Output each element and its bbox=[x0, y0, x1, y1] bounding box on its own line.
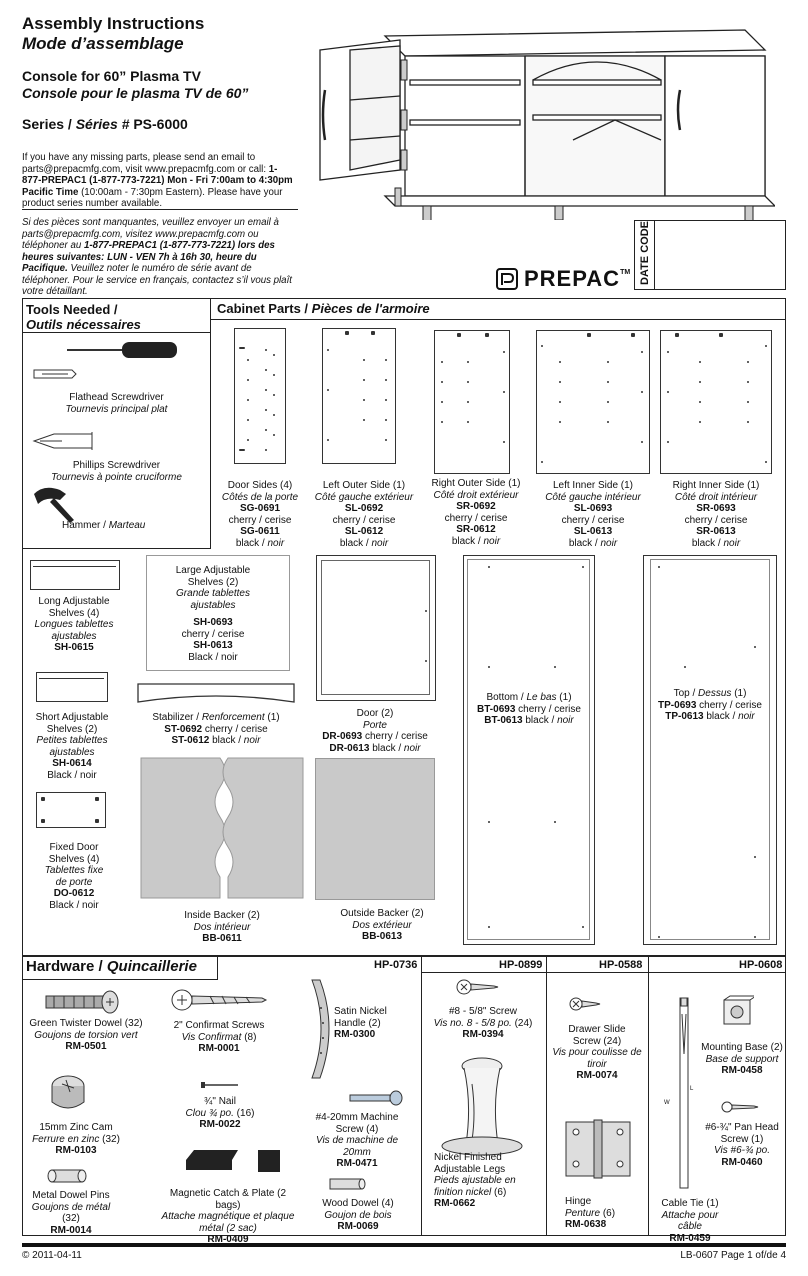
contact-en-text: If you have any missing parts, please send an email to parts@prepacmfg.com, visit www.prepacmfg.com or call: bbox=[22, 152, 267, 175]
door-color-1: cherry / cerise bbox=[365, 731, 428, 742]
top-en: Top / bbox=[673, 688, 696, 699]
shelf-color: Black / noir bbox=[49, 899, 99, 911]
hw-qty: (16) bbox=[236, 1107, 255, 1119]
hw-qty: (24) bbox=[514, 1017, 533, 1029]
hw-en: Green Twister Dowel (32) bbox=[29, 1018, 143, 1029]
right-outer-side-label bbox=[420, 478, 532, 547]
hw-en: Wood Dowel (4) bbox=[322, 1198, 394, 1209]
hw-qty: (6) bbox=[602, 1207, 616, 1219]
hw-code: RM-0103 bbox=[55, 1145, 97, 1156]
shelf-fr-1: Tablettes fixe bbox=[44, 865, 104, 876]
pan-head-screw-icon bbox=[720, 1100, 760, 1114]
hw-code: RM-0460 bbox=[721, 1156, 763, 1168]
backer-en: Inside Backer (2) bbox=[184, 910, 260, 921]
backer-en: Outside Backer (2) bbox=[340, 908, 424, 919]
right-inner-side-label bbox=[660, 480, 772, 549]
top-fr: Dessus bbox=[698, 688, 732, 699]
date-code-label: DATE CODE bbox=[639, 221, 651, 285]
wood-screw-label bbox=[424, 1006, 542, 1041]
part-color-2-fr: noir bbox=[371, 537, 389, 549]
door-color-2-fr: noir bbox=[403, 742, 421, 754]
hw-code: RM-0300 bbox=[334, 1029, 376, 1040]
stabilizer-color-1: cherry / cerise bbox=[204, 723, 268, 735]
shelf-en-1: Large Adjustable bbox=[175, 565, 251, 576]
part-code-2: SG-0611 bbox=[240, 526, 280, 537]
bottom-color-2-fr: noir bbox=[557, 715, 574, 726]
contact-fr-note: Veuillez noter le numéro de série avant de téléphoner. Pour le service en français, contactez s’il vous plaît votre détaillant. bbox=[22, 263, 292, 297]
part-color-1: cherry / cerise bbox=[444, 512, 508, 524]
part-color-2-fr: noir bbox=[267, 537, 285, 549]
outside-backer-drawing bbox=[315, 758, 435, 900]
date-code-box bbox=[634, 220, 786, 290]
hw-fr: Vis Confirmat bbox=[181, 1031, 242, 1043]
part-code-1: SG-0691 bbox=[239, 503, 281, 514]
fixed-shelf-drawing bbox=[36, 792, 106, 828]
hw-fr: Goujon de bois bbox=[324, 1209, 392, 1221]
part-color-2: black / bbox=[451, 535, 481, 547]
hardware-title-en: Hardware / bbox=[26, 958, 103, 975]
left-inner-side-label bbox=[536, 480, 650, 549]
footer-rule bbox=[22, 1243, 786, 1247]
hw-code: RM-0662 bbox=[434, 1198, 476, 1209]
title-en: Assembly Instructions bbox=[22, 14, 205, 33]
part-fr: Côté droit extérieur bbox=[433, 489, 519, 501]
part-color-2: black / bbox=[691, 537, 721, 549]
hardware-divider-1 bbox=[421, 956, 422, 1236]
part-code-1: SL-0692 bbox=[344, 503, 384, 514]
magnetic-catch-icon bbox=[184, 1146, 284, 1176]
hardware-header-line bbox=[421, 972, 786, 973]
hw-code: RM-0458 bbox=[721, 1065, 763, 1076]
phillips-label bbox=[22, 460, 211, 483]
hammer-fr: Marteau bbox=[108, 520, 146, 531]
shelf-color-1: cherry / cerise bbox=[181, 628, 245, 640]
hw-en-1: Satin Nickel bbox=[334, 1006, 387, 1017]
right-outer-side-panel bbox=[434, 330, 510, 474]
brand-logo bbox=[496, 266, 630, 292]
door-label bbox=[310, 708, 440, 754]
shelf-code: SH-0615 bbox=[54, 642, 94, 653]
short-shelves-label bbox=[22, 712, 122, 781]
hardware-divider-3 bbox=[648, 956, 649, 1236]
part-code-2: SR-0613 bbox=[696, 526, 736, 537]
tools-title-fr: Outils nécessaires bbox=[26, 317, 141, 332]
contact-en-phone: 1-877-PREPAC1 (1-877-773-7221) Mon - Fri 7:00am to 4:30pm Pacific Time bbox=[22, 163, 293, 198]
product-fr: Console pour le plasma TV de 60” bbox=[22, 85, 249, 101]
outside-backer-label bbox=[330, 908, 434, 943]
part-color-2: black / bbox=[568, 537, 598, 549]
hw-en-2: Screw (1) bbox=[720, 1133, 764, 1145]
part-color-2-fr: noir bbox=[723, 537, 741, 549]
hardware-title-fr: Quincaillerie bbox=[106, 958, 197, 975]
left-inner-side-panel bbox=[536, 330, 650, 474]
short-shelf-drawing bbox=[36, 672, 108, 702]
hw-code: RM-0022 bbox=[199, 1119, 241, 1130]
hp-0608: HP-0608 bbox=[739, 959, 783, 971]
shelf-en-2: Shelves (2) bbox=[187, 576, 239, 588]
shelf-fr-1: Grande tablettes bbox=[176, 588, 250, 599]
tools-title bbox=[26, 302, 141, 332]
part-color-2: black / bbox=[339, 537, 369, 549]
backer-fr: Dos intérieur bbox=[193, 921, 251, 933]
long-shelf-drawing bbox=[30, 560, 120, 590]
hw-en-1: #4-20mm Machine bbox=[315, 1112, 399, 1123]
hw-qty: (32) bbox=[102, 1133, 120, 1145]
shelf-code: DO-0612 bbox=[53, 888, 95, 899]
hw-fr: Ferrure en zinc bbox=[32, 1133, 100, 1145]
brand-tm: TM bbox=[620, 269, 631, 276]
hw-code: RM-0459 bbox=[669, 1232, 711, 1244]
top-color-2: black / bbox=[706, 711, 736, 722]
bottom-color-2: black / bbox=[525, 715, 555, 726]
series-number: PS-6000 bbox=[133, 116, 188, 132]
hw-en: Magnetic Catch & Plate (2 bags) bbox=[169, 1188, 287, 1211]
series-line bbox=[22, 116, 312, 133]
part-color-1: cherry / cerise bbox=[684, 514, 748, 526]
hw-fr: Goujons de métal bbox=[31, 1201, 111, 1213]
backer-code: BB-0611 bbox=[202, 933, 242, 944]
hw-fr: Penture bbox=[565, 1207, 601, 1219]
shelf-color: Black / noir bbox=[47, 769, 97, 781]
twister-dowel-icon bbox=[42, 990, 122, 1014]
shelf-code-1: SH-0693 bbox=[193, 617, 233, 628]
product-en: Console for 60” Plasma TV bbox=[22, 68, 201, 84]
copyright: © 2011-04-11 bbox=[22, 1250, 82, 1261]
part-fr: Côté droit intérieur bbox=[674, 491, 758, 503]
cable-tie-w: W bbox=[664, 1100, 670, 1106]
drawer-slide-screw-icon bbox=[568, 996, 602, 1012]
shelf-en-1: Short Adjustable bbox=[35, 712, 109, 723]
nail-icon bbox=[200, 1080, 240, 1090]
door-color-2: black / bbox=[372, 742, 402, 754]
hw-code: RM-0074 bbox=[576, 1070, 618, 1081]
bottom-fr: Le bas bbox=[526, 692, 557, 703]
shelf-en-1: Long Adjustable bbox=[38, 596, 110, 607]
tools-title-en: Tools Needed / bbox=[26, 302, 118, 317]
large-shelves-label bbox=[146, 565, 280, 663]
magnetic-catch-label bbox=[158, 1188, 298, 1246]
long-shelves-label bbox=[22, 596, 126, 654]
bottom-en: Bottom / bbox=[486, 692, 524, 703]
hw-fr: Vis de machine de 20mm bbox=[315, 1135, 399, 1158]
hammer-label bbox=[62, 520, 145, 532]
contact-en-note: (10:00am - 7:30pm Eastern). Please have your product series number available. bbox=[22, 186, 283, 209]
door-panel-drawing bbox=[316, 555, 436, 701]
part-fr: Côté gauche extérieur bbox=[314, 491, 414, 503]
door-sides-label bbox=[212, 480, 308, 549]
shelf-en-2: Shelves (4) bbox=[48, 853, 100, 865]
top-code-2: TP-0613 bbox=[665, 711, 704, 722]
hardware-divider-2 bbox=[546, 956, 547, 1236]
bottom-code-1: BT-0693 bbox=[477, 703, 516, 715]
stabilizer-drawing bbox=[136, 682, 296, 704]
stabilizer-fr: Renforcement bbox=[201, 712, 265, 723]
phillips-en: Phillips Screwdriver bbox=[72, 460, 161, 471]
handle-icon bbox=[300, 978, 334, 1082]
wood-dowel-label bbox=[310, 1198, 406, 1233]
prepac-logo-icon bbox=[496, 268, 518, 290]
hammer-en: Hammer / bbox=[62, 520, 106, 531]
shelf-code: SH-0614 bbox=[52, 758, 92, 769]
stabilizer-en: Stabilizer / bbox=[152, 712, 200, 723]
hw-en-1: #6-¾" Pan Head bbox=[705, 1122, 779, 1133]
backer-code: BB-0613 bbox=[361, 931, 403, 942]
stabilizer-color-2: black / bbox=[212, 735, 242, 746]
contact-fr-phone: 1-877-PREPAC1 (1-877-773-7221) lors des heures suivantes: LUN - VEN 7h à 16h 30, heure du Pacifique. bbox=[22, 240, 275, 274]
zinc-cam-icon bbox=[48, 1072, 88, 1116]
shelf-en-1: Fixed Door bbox=[49, 842, 99, 853]
nail-label bbox=[170, 1096, 270, 1131]
part-en: Left Inner Side (1) bbox=[552, 480, 634, 491]
contact-en bbox=[22, 152, 294, 210]
part-fr: Côtés de la porte bbox=[221, 491, 299, 503]
hw-code: RM-0394 bbox=[462, 1029, 504, 1040]
page-number: LB-0607 Page 1 of/de 4 bbox=[680, 1250, 786, 1261]
confirmat-screw-icon bbox=[170, 988, 270, 1014]
series-label-fr: Séries # bbox=[75, 116, 130, 132]
hinge-label bbox=[565, 1196, 645, 1231]
hw-en-2: Screw (24) bbox=[572, 1035, 622, 1047]
mounting-base-label bbox=[700, 1042, 784, 1077]
hw-en: 15mm Zinc Cam bbox=[39, 1122, 113, 1133]
part-code-2: SL-0613 bbox=[573, 526, 613, 537]
bottom-label bbox=[463, 692, 595, 727]
top-color-1: cherry / cerise bbox=[699, 699, 762, 711]
hw-code: RM-0471 bbox=[336, 1158, 378, 1169]
hw-code: RM-0638 bbox=[565, 1219, 607, 1230]
stabilizer-code-1: ST-0692 bbox=[164, 723, 203, 735]
cable-tie-icon bbox=[672, 994, 696, 1194]
part-color-2-fr: noir bbox=[483, 535, 501, 547]
part-code-1: SR-0692 bbox=[456, 501, 496, 512]
hardware-title bbox=[26, 958, 197, 975]
cable-tie-label bbox=[650, 1198, 730, 1244]
door-code-1: DR-0693 bbox=[322, 731, 363, 742]
shelf-fr-2: de porte bbox=[55, 876, 93, 888]
hw-en: ¾" Nail bbox=[204, 1096, 236, 1107]
machine-screw-icon bbox=[348, 1090, 404, 1106]
shelf-en-2: Shelves (4) bbox=[48, 607, 100, 619]
hw-en-2: Handle (2) bbox=[334, 1017, 381, 1029]
hw-code: RM-0501 bbox=[65, 1041, 107, 1052]
wood-dowel-icon bbox=[326, 1176, 366, 1192]
twister-dowel-label bbox=[26, 1018, 146, 1053]
part-en: Left Outer Side (1) bbox=[322, 480, 406, 491]
header-block bbox=[22, 14, 312, 133]
bottom-code-2: BT-0613 bbox=[484, 715, 523, 726]
left-outer-side-panel bbox=[322, 328, 396, 464]
hw-en-1: Drawer Slide bbox=[568, 1024, 626, 1035]
hammer-icon bbox=[30, 484, 90, 524]
hw-en-2: Adjustable Legs bbox=[434, 1163, 506, 1175]
hw-code: RM-0409 bbox=[207, 1234, 249, 1245]
shelf-en-2: Shelves (2) bbox=[46, 723, 98, 735]
top-color-2-fr: noir bbox=[738, 711, 755, 722]
shelf-fr-2: ajustables bbox=[190, 599, 236, 611]
confirmat-label bbox=[164, 1020, 274, 1055]
cable-tie-l: L bbox=[690, 1086, 694, 1092]
adjustable-leg-label bbox=[434, 1152, 544, 1210]
part-fr: Côté gauche intérieur bbox=[545, 491, 641, 503]
shelf-color-2: Black / noir bbox=[188, 651, 238, 663]
part-color-1: cherry / cerise bbox=[561, 514, 625, 526]
hw-qty: (8) bbox=[244, 1031, 257, 1043]
dowel-pins-label bbox=[26, 1190, 116, 1236]
contact-fr-text: Si des pièces sont manquantes, veuillez envoyer un email à parts@prepacmfg.com, visitez www.prepacmfg.com ou téléphoner au bbox=[22, 217, 279, 251]
zinc-cam-label bbox=[26, 1122, 126, 1157]
cabinet-title bbox=[217, 301, 430, 316]
hw-en: Hinge bbox=[565, 1196, 592, 1207]
hw-fr: Vis #6-¾ po. bbox=[714, 1145, 770, 1156]
hw-qty: (6) bbox=[494, 1186, 507, 1198]
hw-en-1: Nickel Finished bbox=[434, 1152, 502, 1163]
shelf-fr-2: ajustables bbox=[49, 746, 95, 758]
inside-backer-label bbox=[160, 910, 284, 945]
title-fr: Mode d’assemblage bbox=[22, 34, 184, 53]
hw-en: Metal Dowel Pins bbox=[32, 1190, 110, 1201]
brand-name: PREPAC bbox=[524, 266, 621, 291]
dowel-pins-icon bbox=[46, 1166, 90, 1186]
part-en: Right Outer Side (1) bbox=[431, 478, 521, 489]
phillips-fr: Tournevis à pointe cruciforme bbox=[51, 471, 182, 483]
hinge-icon bbox=[562, 1118, 634, 1180]
hw-fr: Pieds ajustable en finition nickel bbox=[434, 1175, 516, 1198]
top-label bbox=[643, 688, 777, 723]
top-qty: (1) bbox=[734, 688, 747, 699]
door-fr: Porte bbox=[363, 719, 387, 731]
hw-fr: Attache magnétique et plaque métal (2 sac) bbox=[161, 1211, 295, 1234]
machine-screw-label bbox=[302, 1112, 412, 1170]
flathead-label bbox=[22, 392, 211, 415]
series-label-en: Series / bbox=[22, 116, 72, 132]
hw-en: #8 - 5/8" Screw bbox=[448, 1006, 518, 1017]
right-inner-side-panel bbox=[660, 330, 772, 474]
door-sides-panel bbox=[234, 328, 286, 464]
wood-screw-icon bbox=[456, 978, 500, 996]
part-color-2-fr: noir bbox=[600, 537, 618, 549]
shelf-fr-1: Longues tablettes bbox=[34, 619, 114, 630]
stabilizer-label bbox=[138, 712, 294, 747]
drawer-slide-screw-label bbox=[552, 1024, 642, 1082]
hw-code: RM-0069 bbox=[337, 1221, 379, 1232]
hw-fr: Base de support bbox=[705, 1053, 779, 1065]
hw-fr: Goujons de torsion vert bbox=[34, 1029, 138, 1041]
hw-code: RM-0001 bbox=[198, 1043, 240, 1054]
contact-fr bbox=[22, 217, 294, 298]
adjustable-leg-icon bbox=[436, 1054, 528, 1158]
hp-0736: HP-0736 bbox=[374, 959, 418, 971]
hw-code: RM-0014 bbox=[50, 1224, 92, 1236]
fixed-shelves-label bbox=[22, 842, 126, 911]
hw-fr: Clou ¾ po. bbox=[185, 1107, 234, 1119]
bottom-panel-drawing bbox=[463, 555, 595, 945]
console-illustration bbox=[305, 20, 775, 220]
cabinet-title-en: Cabinet Parts / bbox=[217, 301, 309, 316]
hw-en: Mounting Base (2) bbox=[701, 1042, 783, 1053]
hw-fr: Attache pour câble bbox=[661, 1209, 719, 1232]
hw-en: Cable Tie (1) bbox=[661, 1198, 719, 1209]
hp-0588: HP-0588 bbox=[599, 959, 643, 971]
stabilizer-color-2-fr: noir bbox=[243, 735, 261, 746]
inside-backer-drawing bbox=[140, 757, 304, 899]
top-panel-drawing bbox=[643, 555, 777, 945]
hw-fr: Vis no. 8 - 5/8 po. bbox=[433, 1017, 512, 1029]
cabinet-title-fr: Pièces de l'armoire bbox=[311, 301, 430, 316]
door-en: Door (2) bbox=[356, 708, 394, 719]
left-outer-side-label bbox=[308, 480, 420, 549]
part-color-1: cherry / cerise bbox=[332, 514, 396, 526]
door-code-2: DR-0613 bbox=[329, 742, 370, 754]
top-code-1: TP-0693 bbox=[658, 699, 697, 711]
shelf-fr-2: ajustables bbox=[51, 630, 97, 642]
shelf-code-2: SH-0613 bbox=[193, 640, 233, 651]
stabilizer-qty: (1) bbox=[267, 712, 280, 723]
hw-qty: (32) bbox=[62, 1213, 80, 1224]
hw-fr: Vis pour coulisse de tiroir bbox=[552, 1047, 642, 1070]
part-code-1: SL-0693 bbox=[573, 503, 613, 514]
stabilizer-code-2: ST-0612 bbox=[171, 735, 210, 746]
flathead-fr: Tournevis principal plat bbox=[65, 403, 168, 415]
shelf-fr-1: Petites tablettes bbox=[36, 735, 108, 746]
bottom-qty: (1) bbox=[559, 692, 572, 703]
header-divider bbox=[22, 209, 298, 210]
mounting-base-icon bbox=[720, 994, 754, 1028]
hw-en-2: Screw (4) bbox=[335, 1123, 379, 1135]
hp-0899: HP-0899 bbox=[499, 959, 543, 971]
part-code-2: SL-0612 bbox=[344, 526, 384, 537]
part-color-1: cherry / cerise bbox=[228, 514, 292, 526]
bottom-color-1: cherry / cerise bbox=[518, 703, 581, 715]
phillips-screwdriver-icon bbox=[32, 428, 112, 454]
flathead-en: Flathead Screwdriver bbox=[69, 392, 164, 403]
pan-head-screw-label bbox=[700, 1122, 784, 1168]
flathead-screwdriver-icon bbox=[32, 340, 182, 390]
part-en: Right Inner Side (1) bbox=[672, 480, 760, 491]
part-code-1: SR-0693 bbox=[696, 503, 736, 514]
part-en: Door Sides (4) bbox=[227, 480, 293, 491]
backer-fr: Dos extérieur bbox=[352, 919, 412, 931]
handle-label bbox=[334, 1006, 414, 1041]
part-color-2: black / bbox=[235, 537, 265, 549]
hw-en: 2" Confirmat Screws bbox=[173, 1020, 265, 1031]
part-code-2: SR-0612 bbox=[456, 524, 496, 535]
